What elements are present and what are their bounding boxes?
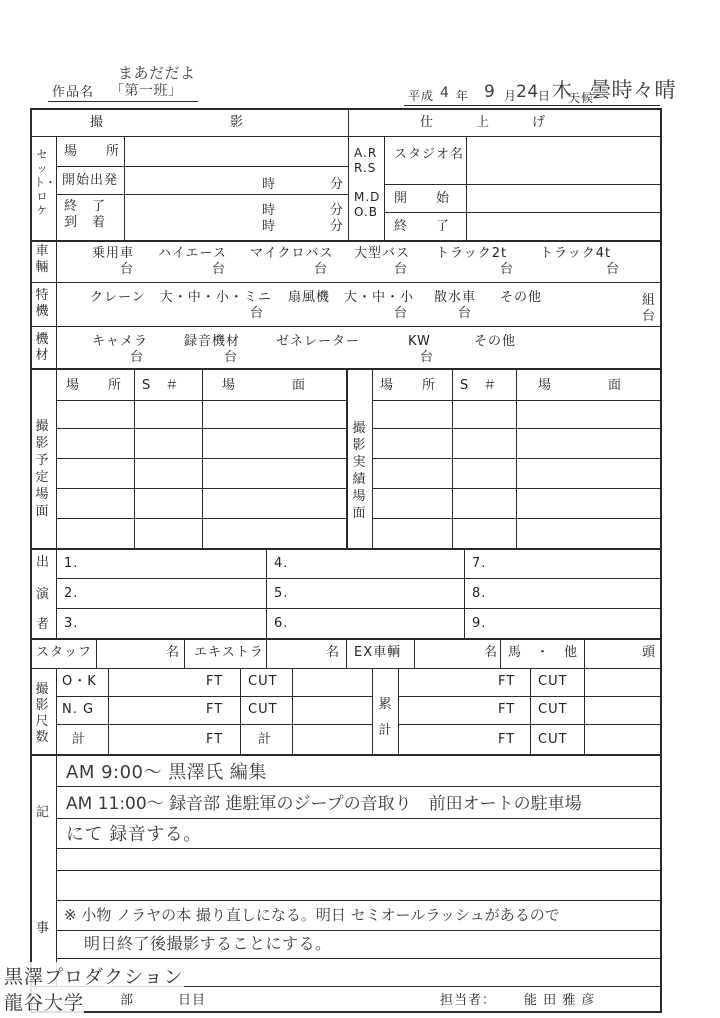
extra-name: 名	[326, 645, 341, 660]
vline	[56, 136, 57, 240]
vline	[108, 668, 109, 754]
vline	[56, 548, 57, 638]
vline	[372, 668, 373, 754]
cut-label: CUT	[248, 702, 278, 717]
vline	[530, 668, 531, 754]
hline	[372, 458, 662, 459]
close-label: 終 了	[394, 219, 451, 234]
hline	[30, 282, 662, 283]
vehicle-bigbus: 大型バス	[354, 246, 411, 261]
ft-label: FT	[206, 732, 224, 747]
scene-col-scene: 場 面	[222, 378, 307, 393]
vehicle-unit: 台	[394, 262, 409, 277]
open-label: 開 始	[394, 191, 451, 206]
year-unit: 年	[456, 89, 470, 103]
special-unit: 台	[394, 306, 409, 321]
vline	[266, 638, 267, 668]
vline	[584, 638, 585, 668]
special-label: 特機	[35, 288, 49, 319]
minute-label: 分	[330, 177, 345, 192]
vline	[266, 548, 267, 638]
scene-col-place: 場 所	[66, 378, 123, 393]
hline	[30, 548, 662, 550]
scene-col-s: S ＃	[460, 378, 498, 393]
weekday-value: 木	[552, 78, 573, 102]
hline	[56, 608, 662, 609]
ok-label: O・K	[62, 674, 97, 689]
form-frame	[30, 108, 662, 1013]
vehicle-unit: 台	[500, 262, 515, 277]
note-line	[56, 900, 662, 901]
hline	[56, 194, 348, 195]
note-line	[56, 870, 662, 871]
end-label: 終 了	[64, 199, 107, 214]
title-note: まあだだよ	[118, 64, 196, 82]
cast-label-2: 演	[36, 587, 51, 602]
cast-label-3: 者	[36, 617, 51, 632]
vline	[414, 638, 415, 668]
notes-label-1: 記	[36, 805, 51, 820]
notes-label-2: 事	[36, 921, 51, 936]
cut-label: CUT	[538, 702, 568, 717]
month-value: 9	[484, 82, 496, 102]
hour-label: 時	[262, 219, 277, 234]
equipment-unit: 台	[420, 350, 435, 365]
total-label: 計	[258, 732, 273, 747]
special-unit: 台	[458, 306, 473, 321]
hline	[30, 754, 662, 756]
finishing-header: 仕 上 げ	[420, 115, 547, 130]
special-other: その他	[500, 290, 543, 305]
era-label: 平成	[408, 89, 435, 103]
ft-label: FT	[206, 702, 224, 717]
vline	[346, 368, 348, 548]
footer-person: 能 田 雅 彦	[524, 993, 596, 1008]
water-label: 散水車	[434, 290, 477, 305]
note-line-1: AM 9:00～ 黒澤氏 編集	[66, 762, 267, 783]
hline	[56, 696, 372, 697]
watermark-line-1: 黒澤プロダクション	[4, 962, 184, 989]
md-ob-label: M.D O.B	[354, 190, 381, 219]
cut-label: CUT	[538, 732, 568, 747]
vline	[384, 136, 385, 240]
cast-num: 2.	[64, 586, 79, 601]
scene-col-s: S ＃	[142, 378, 180, 393]
vehicle-unit: 台	[606, 262, 621, 277]
hline	[56, 724, 372, 725]
special-unit2: 組	[642, 293, 657, 308]
hline	[56, 518, 346, 519]
vline	[584, 668, 585, 754]
crane-label: クレーン 大・中・小・ミニ	[90, 290, 272, 305]
studio-label: スタジオ名	[394, 147, 465, 162]
ex-car-label: EX車輌	[354, 645, 402, 660]
hour-label: 時	[262, 177, 277, 192]
minute-label: 分	[330, 219, 345, 234]
vline	[464, 548, 465, 638]
vehicle-car: 乗用車	[92, 246, 135, 261]
staff-label: スタッフ	[36, 645, 93, 660]
cut-label: CUT	[248, 674, 278, 689]
hline	[56, 488, 346, 489]
note-line	[56, 958, 662, 959]
note-line-2: AM 11:00～ 録音部 進駐軍のジープの音取り 前田オートの駐車場	[66, 794, 582, 814]
vline	[348, 108, 349, 240]
hline	[30, 326, 662, 327]
note-line-4: ※ 小物 ノラヤの本 撮り直しになる。明日 セミオールラッシュがあるので	[64, 906, 560, 924]
hline	[384, 212, 662, 213]
weather-value: 曇時々晴	[590, 78, 676, 102]
vline	[240, 668, 241, 754]
work-value: 「第一班」	[110, 83, 183, 99]
hline	[56, 458, 346, 459]
extra-label: エキストラ	[194, 645, 264, 660]
ft-label: FT	[498, 732, 516, 747]
equipment-unit: 台	[130, 350, 145, 365]
horse-unit: 頭	[642, 645, 657, 660]
note-line	[56, 786, 662, 787]
cumulative-label: 累計	[378, 697, 392, 738]
vline	[96, 638, 97, 668]
arrive-label: 到 着	[64, 215, 107, 230]
vline	[56, 668, 57, 754]
cast-num: 6.	[274, 616, 289, 631]
hline	[56, 400, 346, 401]
note-line-3: にて 録音する。	[66, 824, 202, 845]
hline	[372, 488, 662, 489]
watermark-line-2: 龍谷大学	[4, 988, 84, 1015]
ar-rs-label: A.R R.S	[354, 146, 378, 175]
hline	[384, 184, 662, 185]
vehicles-label: 車輛	[35, 244, 49, 275]
hline	[398, 724, 662, 725]
staff-name: 名	[166, 645, 181, 660]
day-unit: 日	[538, 89, 552, 103]
hline	[372, 400, 662, 401]
footer-days: 日目	[178, 993, 207, 1008]
hline	[56, 578, 662, 579]
weather-label: 天候	[568, 91, 595, 105]
equipment-unit: 台	[224, 350, 239, 365]
note-line-5: 明日終了後撮影することにする。	[84, 934, 332, 953]
note-line	[56, 930, 662, 931]
vline	[184, 638, 185, 668]
footer-dept: 部	[120, 993, 135, 1008]
generator-label: ゼネレーター	[276, 334, 361, 349]
hline	[30, 240, 662, 242]
month-unit: 月	[504, 89, 518, 103]
scene-col-scene: 場 面	[538, 378, 623, 393]
film-label: 撮影尺数	[35, 682, 49, 745]
vline	[292, 668, 293, 754]
day-value: 24	[516, 82, 539, 102]
footer-person-label: 担当者：	[440, 993, 497, 1008]
place-label: 場 所	[64, 144, 121, 159]
date-underline	[404, 105, 660, 106]
hline	[372, 518, 662, 519]
fan-label: 扇風機 大・中・小	[288, 290, 415, 305]
work-underline	[48, 101, 198, 102]
hline	[56, 166, 348, 167]
hour-label: 時	[262, 203, 277, 218]
cast-num: 4.	[274, 556, 289, 571]
audio-label: 録音機材	[184, 334, 241, 349]
vehicle-truck2: トラック2t	[436, 246, 508, 261]
vehicle-truck4: トラック4t	[540, 246, 612, 261]
vehicle-unit: 台	[314, 262, 329, 277]
hline	[372, 428, 662, 429]
start-label: 開始出発	[62, 173, 119, 188]
vehicle-microbus: マイクロバス	[250, 246, 334, 261]
vline	[398, 668, 399, 754]
ft-label: FT	[498, 702, 516, 717]
vline	[500, 638, 501, 668]
cast-num: 5.	[274, 586, 289, 601]
cut-label: CUT	[538, 674, 568, 689]
vehicle-unit: 台	[120, 262, 135, 277]
equipment-other: その他	[474, 334, 517, 349]
planned-scenes-label: 撮影予定場面	[35, 419, 49, 519]
cast-label-1: 出	[36, 555, 51, 570]
note-line	[56, 848, 662, 849]
hline	[30, 668, 662, 669]
ex-car-name: 名	[484, 645, 499, 660]
shooting-header: 撮 影	[90, 115, 245, 130]
vline	[466, 136, 467, 240]
actual-scenes-label: 撮影実績場面	[352, 421, 366, 521]
vline	[346, 638, 347, 668]
set-loc-label: セット・ロケ	[34, 148, 56, 217]
vehicle-hiace: ハイエース	[158, 246, 227, 261]
cast-num: 1.	[64, 556, 79, 571]
cast-num: 8.	[472, 586, 487, 601]
kw-label: KW	[408, 334, 431, 349]
special-unit: 台	[642, 309, 657, 324]
vehicle-unit: 台	[212, 262, 227, 277]
hline	[56, 428, 346, 429]
scene-col-place: 場 所	[380, 378, 437, 393]
equipment-label: 機材	[35, 332, 49, 363]
cast-num: 7.	[472, 556, 487, 571]
total-label: 計	[72, 732, 87, 747]
year-value: 4	[440, 85, 450, 101]
cast-num: 3.	[64, 616, 79, 631]
work-label: 作品名	[52, 85, 95, 100]
hline	[398, 696, 662, 697]
note-line	[56, 818, 662, 819]
camera-label: キャメラ	[92, 334, 149, 349]
vline	[56, 240, 57, 368]
cast-num: 9.	[472, 616, 487, 631]
ft-label: FT	[498, 674, 516, 689]
special-unit: 台	[250, 306, 265, 321]
vline	[124, 136, 125, 240]
ng-label: N. G	[62, 702, 95, 717]
horse-label: 馬 ・ 他	[508, 645, 579, 660]
minute-label: 分	[330, 203, 345, 218]
ft-label: FT	[206, 674, 224, 689]
